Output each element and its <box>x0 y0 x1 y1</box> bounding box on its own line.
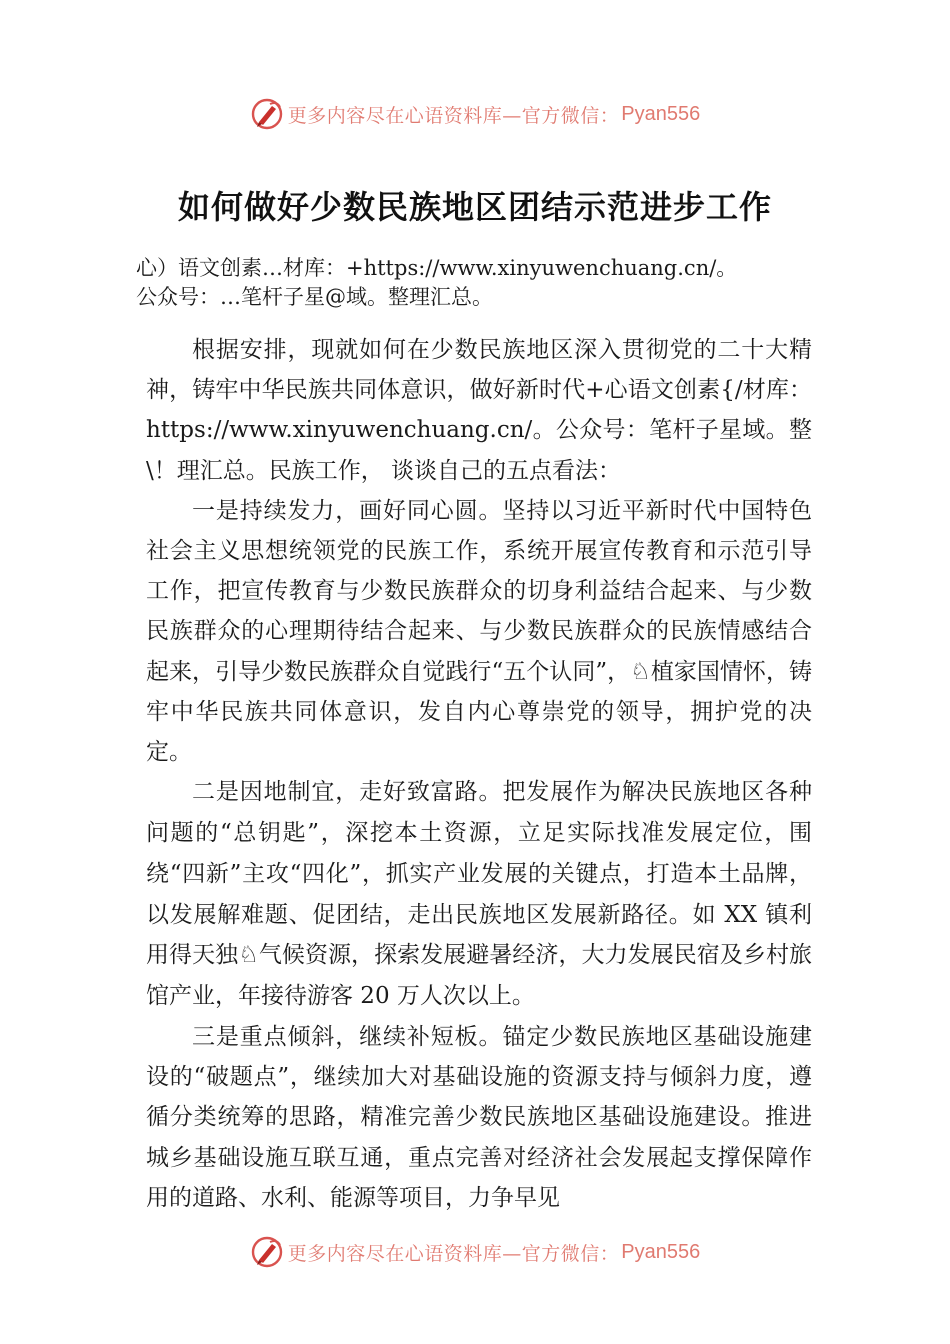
source-line: 公众号：…笔杆子星@域。整理汇总。 <box>136 285 493 309</box>
paragraph-intro: 根据安排，现就如何在少数民族地区深入贯彻党的二十大精神，铸牢中华民族共同体意识，做好新时代+心语文创素{/材库：https://www.xinyuwenchuang.cn/。公众号：笔杆子星域。整\！理汇总。民族工作， 谈谈自己的五点看法： <box>146 337 812 484</box>
paragraph-point-3: 三是重点倾斜，继续补短板。锚定少数民族地区基础设施建设的“破题点”，继续加大对基础设施的资源支持与倾斜力度，遵循分类统筹的思路，精准完善少数民族地区基础设施建设。推进城乡基础设施互联互通，重点完善对经济社会发展起支撑保障作用的道路、水利、能源等项目，力争早见 <box>146 1024 812 1211</box>
source-line: 心）语文创素…材库：+https://www.xinyuwenchuang.cn/。 <box>136 256 738 280</box>
banner-text: 更多内容尽在心语资料库—官方微信： <box>287 1242 620 1265</box>
pen-logo-icon <box>250 1235 284 1269</box>
wechat-id: Pyan556 <box>621 1240 701 1263</box>
pen-logo-icon <box>250 97 284 131</box>
wechat-id: Pyan556 <box>621 102 701 125</box>
paragraph-point-2: 二是因地制宜，走好致富路。把发展作为解决民族地区各种问题的“总钥匙”，深挖本土资源，立足实际找准发展定位，围绕“四新”主攻“四化”，抓实产业发展的关键点，打造本土品牌，以发展解难题、促团结，走出民族地区发展新路径。如 XX 镇利用得天独♘气候资源，探索发展避暑经济，大力发展民宿及乡村旅馆产业，年接待游客 20 万人次以上。 <box>146 779 812 1010</box>
footer-banner <box>0 1232 950 1272</box>
banner-text: 更多内容尽在心语资料库—官方微信： <box>287 104 620 127</box>
header-banner <box>0 94 950 134</box>
document-body <box>146 330 812 1218</box>
source-note <box>136 254 826 312</box>
document-title: 如何做好少数民族地区团结示范进步工作 <box>177 188 772 226</box>
paragraph-point-1: 一是持续发力，画好同心圆。坚持以习近平新时代中国特色社会主义思想统领党的民族工作，系统开展宣传教育和示范引导工作，把宣传教育与少数民族群众的切身利益结合起来、与少数民族群众的心理期待结合起来、与少数民族群众的民族情感结合起来，引导少数民族群众自觉践行“五个认同”，♘植家国情怀，铸牢中华民族共同体意识，发自内心尊崇党的领导，拥护党的决定。 <box>146 497 812 766</box>
